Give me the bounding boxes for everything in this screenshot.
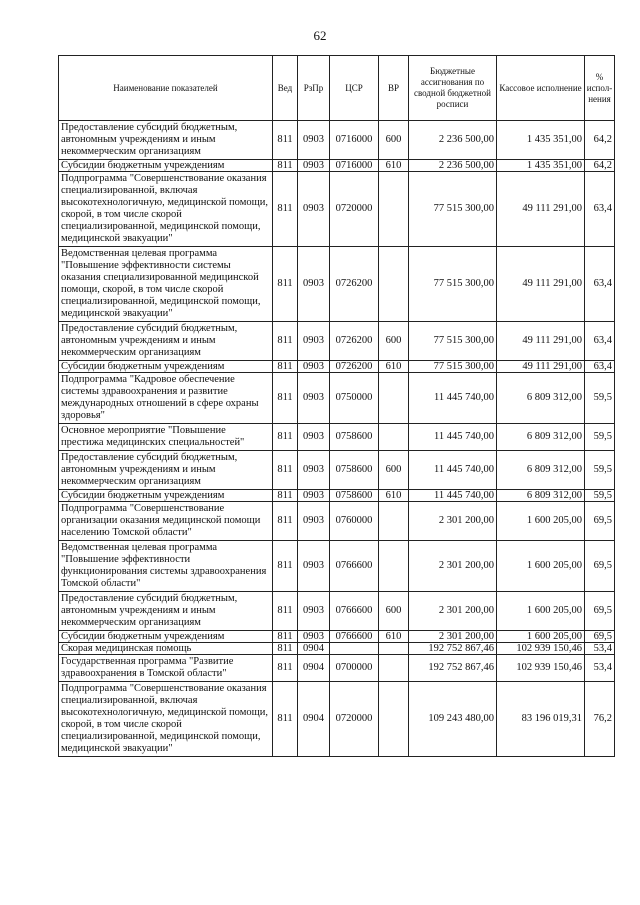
cell-budget: 77 515 300,00 — [409, 247, 497, 322]
header-csr: ЦСР — [330, 56, 379, 121]
cell-name: Субсидии бюджетным учреждениям — [59, 160, 273, 172]
cell-cash: 49 111 291,00 — [497, 172, 585, 247]
table-row — [59, 451, 615, 490]
cell-rzpr: 0903 — [298, 172, 330, 247]
cell-percent: 63,4 — [585, 172, 615, 247]
cell-csr: 0700000 — [330, 655, 379, 682]
cell-vr — [379, 424, 409, 451]
cell-percent: 59,5 — [585, 490, 615, 502]
cell-vr: 610 — [379, 631, 409, 643]
cell-cash: 83 196 019,31 — [497, 682, 585, 757]
header-cash: Кассовое исполнение — [497, 56, 585, 121]
cell-budget: 2 301 200,00 — [409, 592, 497, 631]
cell-cash: 1 600 205,00 — [497, 541, 585, 592]
cell-rzpr: 0903 — [298, 160, 330, 172]
cell-ved: 811 — [273, 643, 298, 655]
cell-budget: 2 236 500,00 — [409, 121, 497, 160]
cell-budget: 11 445 740,00 — [409, 424, 497, 451]
cell-budget: 2 301 200,00 — [409, 631, 497, 643]
table-row — [59, 643, 615, 655]
cell-cash: 49 111 291,00 — [497, 361, 585, 373]
cell-cash: 1 600 205,00 — [497, 502, 585, 541]
cell-name: Предоставление субсидий бюджетным, автономным учреждениям и иным некоммерческим организациям — [59, 322, 273, 361]
cell-rzpr: 0904 — [298, 655, 330, 682]
cell-percent: 63,4 — [585, 361, 615, 373]
cell-cash: 1 600 205,00 — [497, 631, 585, 643]
cell-vr — [379, 373, 409, 424]
header-ved: Вед — [273, 56, 298, 121]
cell-cash: 102 939 150,46 — [497, 643, 585, 655]
table-row — [59, 361, 615, 373]
cell-csr: 0726200 — [330, 361, 379, 373]
table-row — [59, 631, 615, 643]
cell-percent: 59,5 — [585, 451, 615, 490]
table-row — [59, 160, 615, 172]
header-name: Наименование показателей — [59, 56, 273, 121]
cell-csr: 0766600 — [330, 631, 379, 643]
table-body — [59, 121, 615, 757]
cell-budget: 109 243 480,00 — [409, 682, 497, 757]
cell-percent: 69,5 — [585, 631, 615, 643]
cell-cash: 6 809 312,00 — [497, 373, 585, 424]
cell-budget: 2 236 500,00 — [409, 160, 497, 172]
cell-cash: 6 809 312,00 — [497, 424, 585, 451]
cell-budget: 11 445 740,00 — [409, 490, 497, 502]
cell-ved: 811 — [273, 247, 298, 322]
cell-vr: 600 — [379, 592, 409, 631]
cell-percent: 59,5 — [585, 424, 615, 451]
cell-ved: 811 — [273, 373, 298, 424]
cell-name: Подпрограмма "Кадровое обеспечение системы здравоохранения и развитие международных отношений в сфере охраны здоровья" — [59, 373, 273, 424]
header-budget: Бюджетные ассигнования по сводной бюджетной росписи — [409, 56, 497, 121]
cell-csr: 0726200 — [330, 322, 379, 361]
cell-name: Подпрограмма "Совершенствование оказания специализированной, включая высокотехнологичную, медицинской помощи, скорой, в том числе скорой специализированной, медицинской помощи, медицинской эвакуации" — [59, 682, 273, 757]
table-row — [59, 172, 615, 247]
cell-percent: 69,5 — [585, 592, 615, 631]
cell-vr — [379, 643, 409, 655]
cell-cash: 6 809 312,00 — [497, 451, 585, 490]
table-row — [59, 322, 615, 361]
cell-name: Ведомственная целевая программа "Повышение эффективности функционирования системы здравоохранения Томской области" — [59, 541, 273, 592]
cell-percent: 59,5 — [585, 373, 615, 424]
cell-rzpr: 0903 — [298, 424, 330, 451]
cell-csr: 0758600 — [330, 490, 379, 502]
cell-rzpr: 0903 — [298, 247, 330, 322]
cell-csr: 0766600 — [330, 592, 379, 631]
cell-ved: 811 — [273, 490, 298, 502]
cell-vr: 600 — [379, 451, 409, 490]
cell-rzpr: 0903 — [298, 322, 330, 361]
cell-ved: 811 — [273, 121, 298, 160]
cell-vr — [379, 655, 409, 682]
table-row — [59, 502, 615, 541]
cell-ved: 811 — [273, 592, 298, 631]
cell-csr: 0716000 — [330, 160, 379, 172]
cell-vr: 600 — [379, 322, 409, 361]
cell-name: Субсидии бюджетным учреждениям — [59, 490, 273, 502]
cell-csr: 0766600 — [330, 541, 379, 592]
cell-ved: 811 — [273, 172, 298, 247]
cell-ved: 811 — [273, 541, 298, 592]
cell-cash: 6 809 312,00 — [497, 490, 585, 502]
cell-rzpr: 0903 — [298, 451, 330, 490]
cell-name: Подпрограмма "Совершенствование организации оказания медицинской помощи населению Томской области" — [59, 502, 273, 541]
cell-percent: 63,4 — [585, 322, 615, 361]
cell-percent: 64,2 — [585, 160, 615, 172]
cell-cash: 1 600 205,00 — [497, 592, 585, 631]
cell-percent: 53,4 — [585, 655, 615, 682]
cell-csr: 0720000 — [330, 172, 379, 247]
cell-percent: 64,2 — [585, 121, 615, 160]
cell-name: Субсидии бюджетным учреждениям — [59, 631, 273, 643]
cell-name: Государственная программа "Развитие здравоохранения в Томской области" — [59, 655, 273, 682]
cell-csr: 0726200 — [330, 247, 379, 322]
table-row — [59, 247, 615, 322]
cell-csr: 0758600 — [330, 424, 379, 451]
cell-percent: 76,2 — [585, 682, 615, 757]
cell-budget: 77 515 300,00 — [409, 322, 497, 361]
table-row — [59, 121, 615, 160]
cell-rzpr: 0903 — [298, 592, 330, 631]
header-rzpr: РзПр — [298, 56, 330, 121]
cell-vr — [379, 502, 409, 541]
header-vr: ВР — [379, 56, 409, 121]
cell-name: Субсидии бюджетным учреждениям — [59, 361, 273, 373]
cell-name: Ведомственная целевая программа "Повышение эффективности системы оказания специализированной медицинской помощи, скорой, в том числе скорой специализированной, медицинской помощи, медицинской эвакуации" — [59, 247, 273, 322]
cell-name: Предоставление субсидий бюджетным, автономным учреждениям и иным некоммерческим организациям — [59, 121, 273, 160]
cell-ved: 811 — [273, 655, 298, 682]
cell-csr: 0750000 — [330, 373, 379, 424]
cell-vr — [379, 682, 409, 757]
cell-budget: 2 301 200,00 — [409, 541, 497, 592]
cell-cash: 1 435 351,00 — [497, 121, 585, 160]
cell-percent: 63,4 — [585, 247, 615, 322]
cell-rzpr: 0903 — [298, 541, 330, 592]
cell-percent: 53,4 — [585, 643, 615, 655]
cell-name: Скорая медицинская помощь — [59, 643, 273, 655]
cell-vr — [379, 541, 409, 592]
cell-ved: 811 — [273, 361, 298, 373]
cell-ved: 811 — [273, 451, 298, 490]
table-row — [59, 592, 615, 631]
table-row — [59, 655, 615, 682]
cell-ved: 811 — [273, 682, 298, 757]
cell-name: Подпрограмма "Совершенствование оказания специализированной, включая высокотехнологичную, медицинской помощи, скорой, в том числе скорой специализированной, медицинской помощи, медицинской эвакуации" — [59, 172, 273, 247]
page-number: 62 — [313, 28, 327, 43]
cell-budget: 77 515 300,00 — [409, 361, 497, 373]
cell-vr: 610 — [379, 160, 409, 172]
table-row — [59, 490, 615, 502]
cell-cash: 1 435 351,00 — [497, 160, 585, 172]
table-row — [59, 541, 615, 592]
cell-ved: 811 — [273, 502, 298, 541]
cell-ved: 811 — [273, 424, 298, 451]
cell-csr — [330, 643, 379, 655]
table-row — [59, 682, 615, 757]
budget-execution-table — [58, 55, 615, 757]
cell-ved: 811 — [273, 322, 298, 361]
cell-budget: 11 445 740,00 — [409, 373, 497, 424]
cell-budget: 77 515 300,00 — [409, 172, 497, 247]
cell-rzpr: 0904 — [298, 682, 330, 757]
cell-rzpr: 0903 — [298, 490, 330, 502]
cell-budget: 11 445 740,00 — [409, 451, 497, 490]
cell-ved: 811 — [273, 631, 298, 643]
cell-cash: 49 111 291,00 — [497, 322, 585, 361]
cell-csr: 0760000 — [330, 502, 379, 541]
cell-budget: 192 752 867,46 — [409, 643, 497, 655]
cell-name: Основное мероприятие "Повышение престижа медицинских специальностей" — [59, 424, 273, 451]
cell-rzpr: 0903 — [298, 373, 330, 424]
header-percent: % испол-нения — [585, 56, 615, 121]
cell-rzpr: 0903 — [298, 631, 330, 643]
cell-csr: 0716000 — [330, 121, 379, 160]
cell-vr — [379, 247, 409, 322]
table-row — [59, 424, 615, 451]
cell-budget: 192 752 867,46 — [409, 655, 497, 682]
table-row — [59, 373, 615, 424]
cell-csr: 0720000 — [330, 682, 379, 757]
cell-name: Предоставление субсидий бюджетным, автономным учреждениям и иным некоммерческим организациям — [59, 592, 273, 631]
cell-percent: 69,5 — [585, 541, 615, 592]
cell-csr: 0758600 — [330, 451, 379, 490]
cell-cash: 102 939 150,46 — [497, 655, 585, 682]
cell-rzpr: 0903 — [298, 121, 330, 160]
cell-rzpr: 0903 — [298, 361, 330, 373]
cell-vr — [379, 172, 409, 247]
cell-rzpr: 0903 — [298, 502, 330, 541]
cell-percent: 69,5 — [585, 502, 615, 541]
table-header-row — [59, 56, 615, 121]
cell-vr: 610 — [379, 361, 409, 373]
cell-vr: 610 — [379, 490, 409, 502]
cell-ved: 811 — [273, 160, 298, 172]
cell-rzpr: 0904 — [298, 643, 330, 655]
cell-name: Предоставление субсидий бюджетным, автономным учреждениям и иным некоммерческим организациям — [59, 451, 273, 490]
cell-vr: 600 — [379, 121, 409, 160]
cell-budget: 2 301 200,00 — [409, 502, 497, 541]
cell-cash: 49 111 291,00 — [497, 247, 585, 322]
